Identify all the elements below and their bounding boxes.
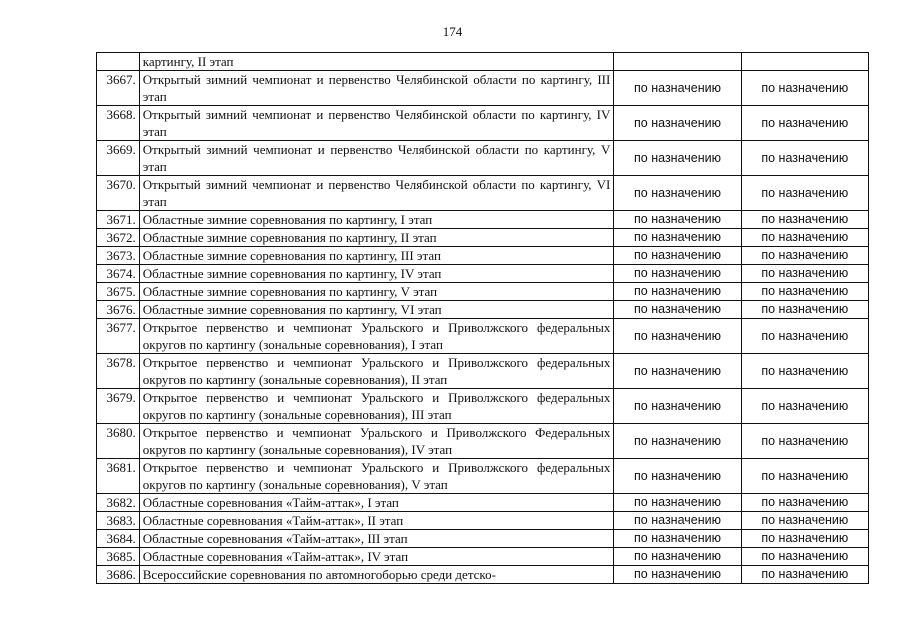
event-name: Открытое первенство и чемпионат Уральского и Приволжского федеральных округов по картингу (зональные соревнования), II этап <box>139 354 614 389</box>
venue-cell: по назначению <box>741 301 868 319</box>
table-row <box>97 530 869 548</box>
date-cell: по назначению <box>614 229 741 247</box>
table-row <box>97 53 869 71</box>
table-row <box>97 141 869 176</box>
table-row <box>97 566 869 584</box>
row-number: 3669. <box>97 141 140 176</box>
date-cell <box>614 53 741 71</box>
event-name: Открытое первенство и чемпионат Уральского и Приволжского федеральных округов по картингу (зональные соревнования), III этап <box>139 389 614 424</box>
page-number: 174 <box>442 24 463 39</box>
date-cell: по назначению <box>614 512 741 530</box>
date-cell: по назначению <box>614 424 741 459</box>
events-table-body <box>97 53 869 584</box>
venue-cell: по назначению <box>741 283 868 301</box>
row-number: 3673. <box>97 247 140 265</box>
event-name: Открытый зимний чемпионат и первенство Челябинской области по картингу, V этап <box>139 141 614 176</box>
row-number: 3671. <box>97 211 140 229</box>
date-cell: по назначению <box>614 530 741 548</box>
venue-cell: по назначению <box>741 106 868 141</box>
venue-cell: по назначению <box>741 354 868 389</box>
table-row <box>97 176 869 211</box>
table-row <box>97 71 869 106</box>
event-name: Областные зимние соревнования по картингу, IV этап <box>139 265 614 283</box>
venue-cell: по назначению <box>741 424 868 459</box>
event-name: Областные соревнования «Тайм-аттак», II этап <box>139 512 614 530</box>
row-number: 3680. <box>97 424 140 459</box>
row-number: 3678. <box>97 354 140 389</box>
event-name: картингу, II этап <box>139 53 614 71</box>
venue-cell: по назначению <box>741 176 868 211</box>
venue-cell: по назначению <box>741 494 868 512</box>
date-cell: по назначению <box>614 389 741 424</box>
table-row <box>97 211 869 229</box>
venue-cell: по назначению <box>741 211 868 229</box>
venue-cell <box>741 53 868 71</box>
row-number: 3667. <box>97 71 140 106</box>
row-number: 3679. <box>97 389 140 424</box>
event-name: Областные соревнования «Тайм-аттак», III этап <box>139 530 614 548</box>
event-name: Областные зимние соревнования по картингу, III этап <box>139 247 614 265</box>
date-cell: по назначению <box>614 459 741 494</box>
row-number: 3668. <box>97 106 140 141</box>
row-number: 3682. <box>97 494 140 512</box>
table-row <box>97 319 869 354</box>
row-number: 3683. <box>97 512 140 530</box>
date-cell: по назначению <box>614 141 741 176</box>
table-row <box>97 265 869 283</box>
event-name: Областные зимние соревнования по картингу, I этап <box>139 211 614 229</box>
table-row <box>97 548 869 566</box>
row-number: 3685. <box>97 548 140 566</box>
row-number: 3681. <box>97 459 140 494</box>
venue-cell: по назначению <box>741 530 868 548</box>
event-name: Открытое первенство и чемпионат Уральского и Приволжского федеральных округов по картингу (зональные соревнования), V этап <box>139 459 614 494</box>
venue-cell: по назначению <box>741 229 868 247</box>
table-row <box>97 512 869 530</box>
venue-cell: по назначению <box>741 459 868 494</box>
table-row <box>97 301 869 319</box>
date-cell: по назначению <box>614 176 741 211</box>
venue-cell: по назначению <box>741 319 868 354</box>
event-name: Открытый зимний чемпионат и первенство Челябинской области по картингу, VI этап <box>139 176 614 211</box>
event-name: Открытое первенство и чемпионат Уральского и Приволжского федеральных округов по картингу (зональные соревнования), I этап <box>139 319 614 354</box>
event-name: Областные зимние соревнования по картингу, VI этап <box>139 301 614 319</box>
table-row <box>97 283 869 301</box>
date-cell: по назначению <box>614 106 741 141</box>
row-number: 3672. <box>97 229 140 247</box>
venue-cell: по назначению <box>741 71 868 106</box>
event-name: Областные зимние соревнования по картингу, V этап <box>139 283 614 301</box>
table-row <box>97 354 869 389</box>
date-cell: по назначению <box>614 247 741 265</box>
table-row <box>97 494 869 512</box>
events-table <box>96 52 869 584</box>
event-name: Областные зимние соревнования по картингу, II этап <box>139 229 614 247</box>
row-number: 3677. <box>97 319 140 354</box>
event-name: Всероссийские соревнования по автомногоборью среди детско- <box>139 566 614 584</box>
venue-cell: по назначению <box>741 548 868 566</box>
row-number <box>97 53 140 71</box>
venue-cell: по назначению <box>741 247 868 265</box>
event-name: Открытый зимний чемпионат и первенство Челябинской области по картингу, III этап <box>139 71 614 106</box>
row-number: 3675. <box>97 283 140 301</box>
event-name: Открытый зимний чемпионат и первенство Челябинской области по картингу, IV этап <box>139 106 614 141</box>
date-cell: по назначению <box>614 548 741 566</box>
date-cell: по назначению <box>614 494 741 512</box>
row-number: 3670. <box>97 176 140 211</box>
row-number: 3674. <box>97 265 140 283</box>
date-cell: по назначению <box>614 301 741 319</box>
row-number: 3686. <box>97 566 140 584</box>
date-cell: по назначению <box>614 319 741 354</box>
date-cell: по назначению <box>614 566 741 584</box>
row-number: 3676. <box>97 301 140 319</box>
venue-cell: по назначению <box>741 512 868 530</box>
table-row <box>97 389 869 424</box>
row-number: 3684. <box>97 530 140 548</box>
date-cell: по назначению <box>614 71 741 106</box>
venue-cell: по назначению <box>741 265 868 283</box>
event-name: Областные соревнования «Тайм-аттак», I этап <box>139 494 614 512</box>
event-name: Открытое первенство и чемпионат Уральского и Приволжского Федеральных округов по картингу (зональные соревнования), IV этап <box>139 424 614 459</box>
date-cell: по назначению <box>614 265 741 283</box>
venue-cell: по назначению <box>741 141 868 176</box>
table-row <box>97 229 869 247</box>
date-cell: по назначению <box>614 211 741 229</box>
venue-cell: по назначению <box>741 389 868 424</box>
table-row <box>97 424 869 459</box>
venue-cell: по назначению <box>741 566 868 584</box>
table-row <box>97 106 869 141</box>
date-cell: по назначению <box>614 354 741 389</box>
event-name: Областные соревнования «Тайм-аттак», IV этап <box>139 548 614 566</box>
date-cell: по назначению <box>614 283 741 301</box>
table-row <box>97 459 869 494</box>
table-row <box>97 247 869 265</box>
